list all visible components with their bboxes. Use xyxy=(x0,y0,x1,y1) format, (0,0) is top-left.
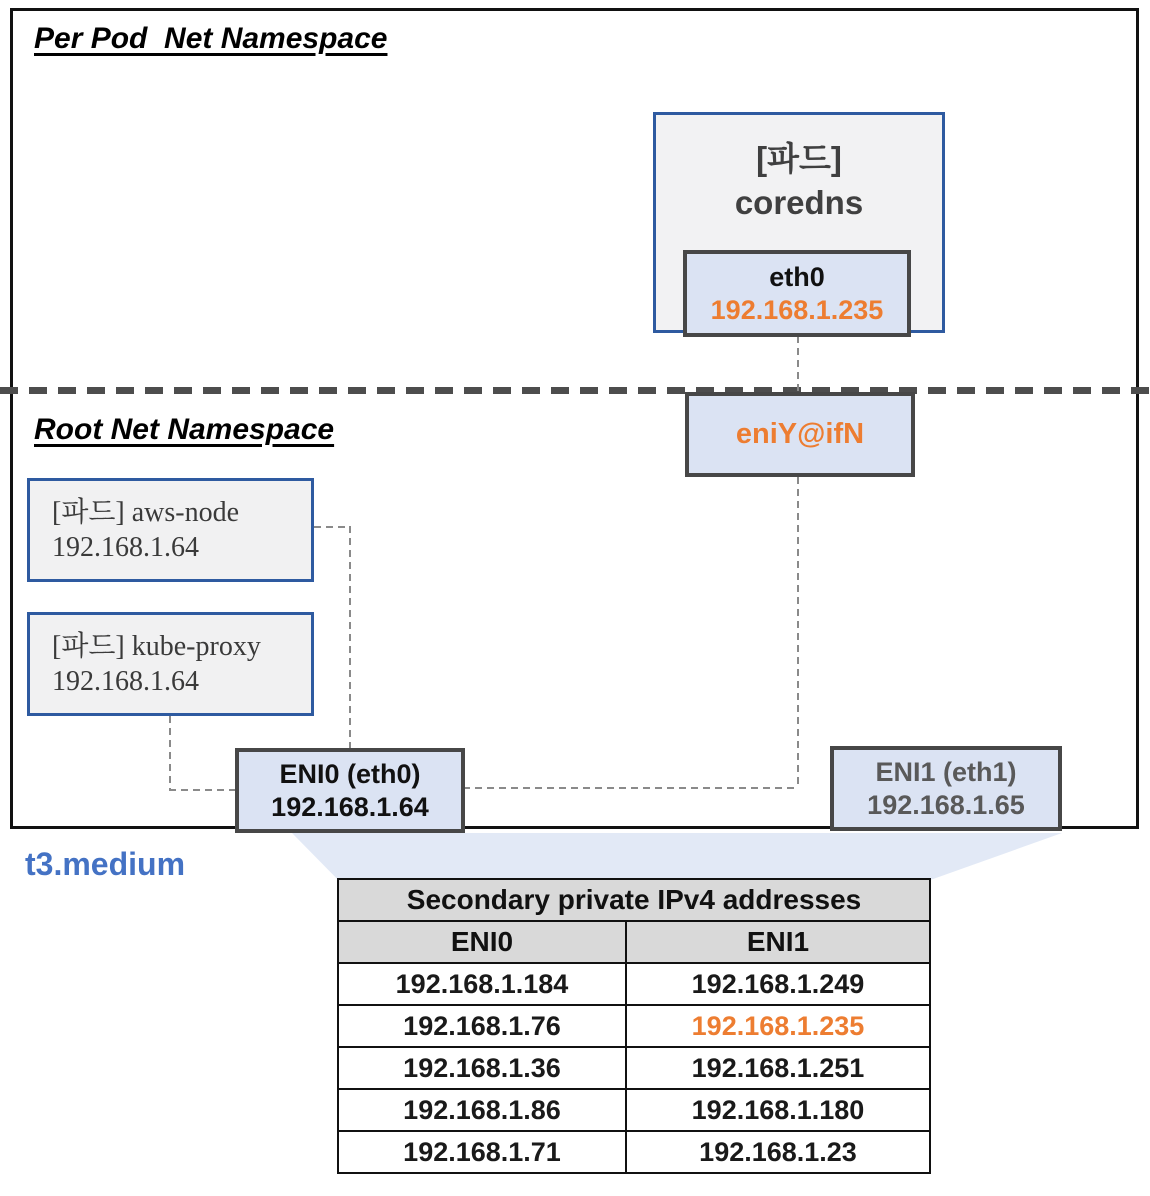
table-row xyxy=(338,1131,930,1173)
table-cell: 192.168.1.251 xyxy=(626,1047,930,1089)
eni0-ip: 192.168.1.64 xyxy=(271,791,429,822)
connector-eth0-to-eniy xyxy=(797,336,799,392)
connector-kubeproxy-vertical xyxy=(169,716,171,790)
eni1-ip: 192.168.1.65 xyxy=(867,789,1025,820)
table-header-row xyxy=(338,921,930,963)
connector-eniy-to-eni0 xyxy=(463,787,798,789)
table-title: Secondary private IPv4 addresses xyxy=(338,879,930,921)
kube-proxy-pod-ip: 192.168.1.64 xyxy=(52,666,199,697)
connector-eniy-vertical xyxy=(797,477,799,788)
kube-proxy-pod-box xyxy=(27,612,314,716)
aws-node-pod-ip: 192.168.1.64 xyxy=(52,532,199,563)
eth0-ip: 192.168.1.235 xyxy=(710,294,884,325)
connector-kubeproxy-to-eni0 xyxy=(169,789,236,791)
table-cell: 192.168.1.86 xyxy=(338,1089,626,1131)
eniy-veth-label: eniY@ifN xyxy=(735,418,865,450)
table-cell: 192.168.1.36 xyxy=(338,1047,626,1089)
instance-type-label: t3.medium xyxy=(25,846,186,882)
aws-node-pod-label: [파드] aws-node xyxy=(52,497,240,528)
root-namespace-title: Root Net Namespace xyxy=(34,413,335,446)
eni1-label: ENI1 (eth1) xyxy=(875,756,1017,787)
secondary-ip-table xyxy=(337,878,931,1174)
eni0-label: ENI0 (eth0) xyxy=(279,758,421,789)
table-cell: 192.168.1.249 xyxy=(626,963,930,1005)
table-cell-highlighted: 192.168.1.235 xyxy=(626,1005,930,1047)
table-cell: 192.168.1.76 xyxy=(338,1005,626,1047)
aws-node-pod-box xyxy=(27,478,314,582)
eni-to-table-funnel-shape xyxy=(292,833,1062,880)
table-row xyxy=(338,1047,930,1089)
eni0-box xyxy=(235,748,465,833)
table-row xyxy=(338,1089,930,1131)
namespace-divider-dashed-line xyxy=(0,387,1150,394)
eni1-box xyxy=(830,746,1062,831)
eniy-veth-box xyxy=(685,392,915,477)
table-title-row xyxy=(338,879,930,921)
coredns-pod-name: coredns xyxy=(734,184,864,221)
table-col-header-eni0: ENI0 xyxy=(338,921,626,963)
table-row xyxy=(338,963,930,1005)
table-cell: 192.168.1.23 xyxy=(626,1131,930,1173)
coredns-eth0-box xyxy=(683,250,911,337)
table-col-header-eni1: ENI1 xyxy=(626,921,930,963)
table-cell: 192.168.1.184 xyxy=(338,963,626,1005)
table-cell: 192.168.1.71 xyxy=(338,1131,626,1173)
kube-proxy-pod-label: [파드] kube-proxy xyxy=(52,631,261,662)
coredns-pod-tag: [파드] xyxy=(756,140,842,177)
connector-awsnode-horizontal xyxy=(314,526,350,528)
eth0-label: eth0 xyxy=(769,261,825,292)
table-row xyxy=(338,1005,930,1047)
table-cell: 192.168.1.180 xyxy=(626,1089,930,1131)
connector-awsnode-to-eni0 xyxy=(349,526,351,749)
per-pod-namespace-title: Per Pod Net Namespace xyxy=(34,22,388,55)
